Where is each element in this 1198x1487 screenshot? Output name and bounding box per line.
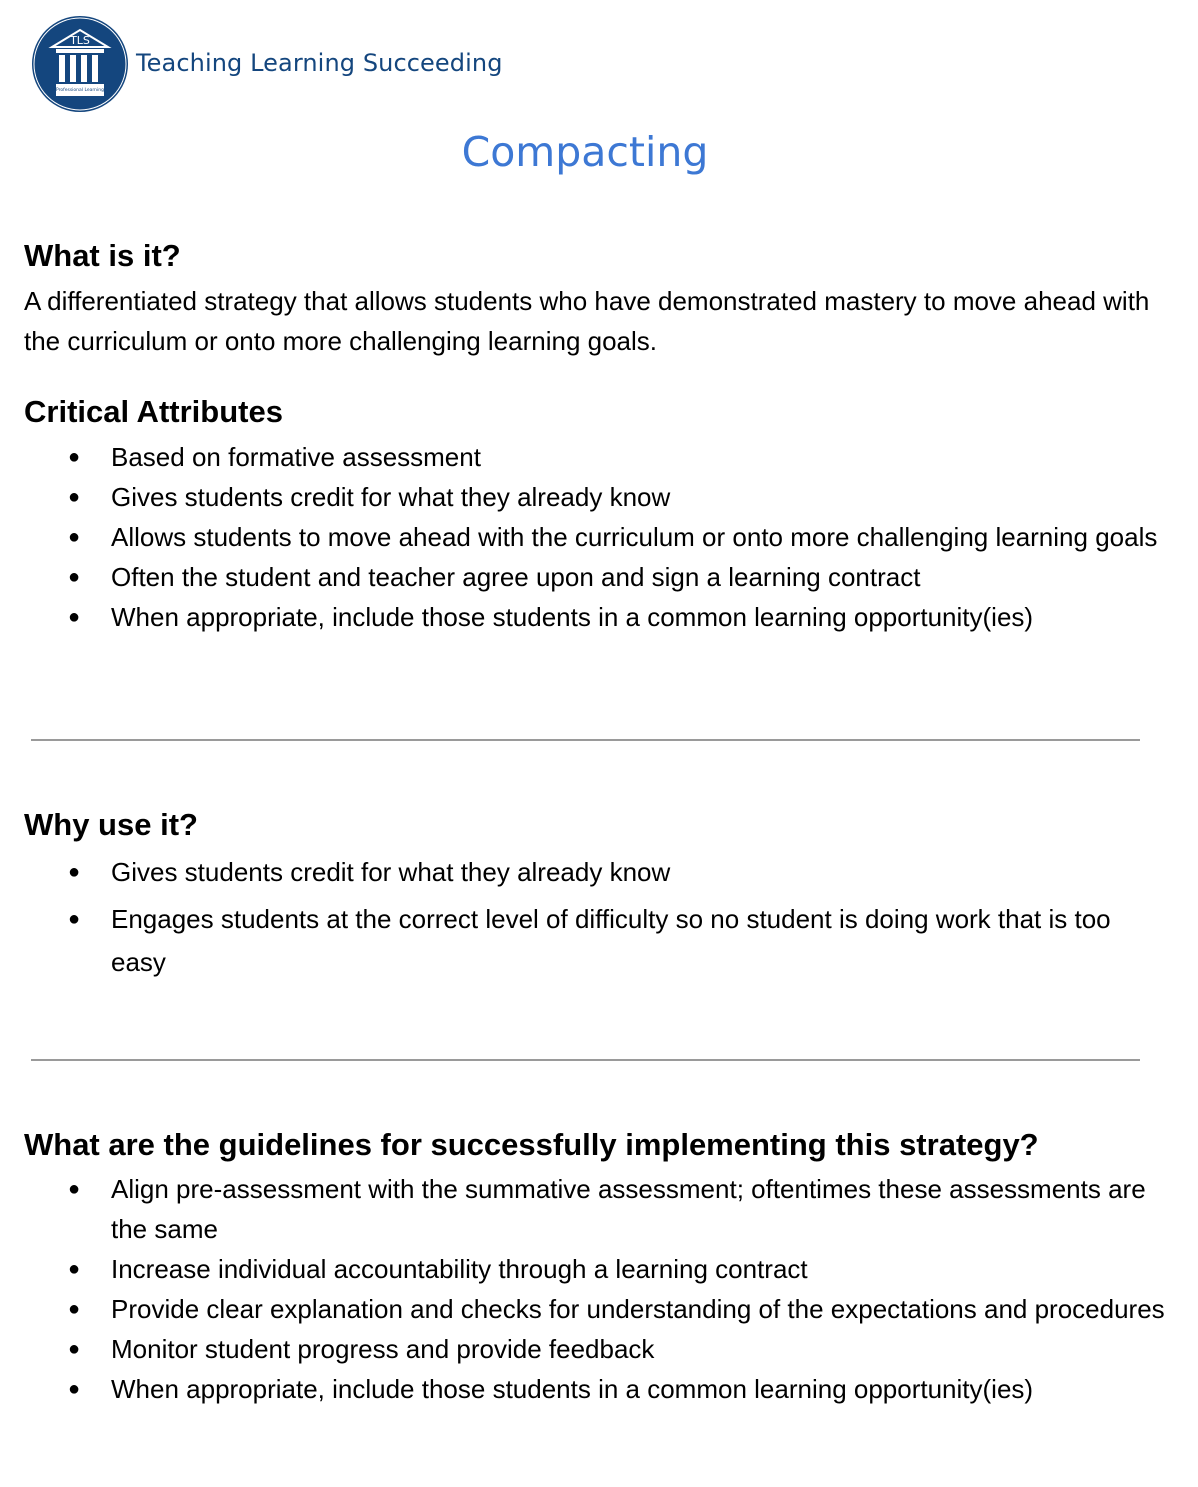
list-item-text: Based on formative assessment (111, 442, 481, 472)
critical-attributes-list (0, 437, 1170, 637)
header (30, 14, 503, 114)
why-use-it-heading: Why use it? (24, 807, 198, 842)
bullet-icon: ● (68, 1258, 81, 1280)
what-is-it-heading: What is it? (24, 238, 181, 273)
list-item-text: Align pre-assessment with the summative assessment; oftentimes these assessments are the same (111, 1174, 1146, 1244)
list-item (0, 437, 1170, 477)
list-item (0, 1329, 1170, 1369)
guidelines-list (0, 1169, 1170, 1409)
list-item (0, 557, 1170, 597)
logo-text: TLS (70, 34, 90, 47)
tls-logo (30, 14, 130, 114)
bullet-icon: ● (68, 1378, 81, 1400)
section-divider (31, 739, 1140, 741)
bullet-icon: ● (68, 526, 81, 548)
list-item-text: Gives students credit for what they already know (111, 857, 671, 887)
bullet-icon: ● (68, 446, 81, 468)
list-item-text: When appropriate, include those students in a common learning opportunity(ies) (111, 1374, 1034, 1404)
list-item (0, 1249, 1170, 1289)
section-divider (31, 1059, 1140, 1061)
list-item-text: Engages students at the correct level of difficulty so no student is doing work that is too easy (111, 904, 1111, 977)
bullet-icon: ● (68, 861, 81, 883)
list-item-text: Allows students to move ahead with the curriculum or onto more challenging learning goals (111, 522, 1158, 552)
list-item-text: Gives students credit for what they already know (111, 482, 671, 512)
bullet-icon: ● (68, 1178, 81, 1200)
bullet-icon: ● (68, 606, 81, 628)
bullet-icon: ● (68, 1338, 81, 1360)
document-title: Compacting (461, 128, 709, 176)
list-item (0, 1289, 1170, 1329)
bullet-icon: ● (68, 566, 81, 588)
list-item (0, 898, 1170, 984)
logo-subtext: Professional Learning (55, 88, 105, 93)
list-item-text: Often the student and teacher agree upon and sign a learning contract (111, 562, 921, 592)
list-item (0, 851, 1170, 894)
list-item-text: Provide clear explanation and checks for understanding of the expectations and procedures (111, 1294, 1165, 1324)
list-item-text: Increase individual accountability through a learning contract (111, 1254, 808, 1284)
list-item-text: Monitor student progress and provide feedback (111, 1334, 655, 1364)
why-use-it-list (0, 851, 1170, 988)
list-item (0, 517, 1170, 557)
what-is-it-text: A differentiated strategy that allows students who have demonstrated mastery to move ahead with the curriculum or onto more challenging learning goals. (24, 286, 1150, 356)
list-item (0, 597, 1170, 637)
list-item-text: When appropriate, include those students in a common learning opportunity(ies) (111, 602, 1034, 632)
list-item (0, 1169, 1170, 1249)
brand-name: Teaching Learning Succeeding (136, 49, 503, 77)
bullet-icon: ● (68, 486, 81, 508)
bullet-icon: ● (68, 908, 81, 930)
critical-attributes-heading: Critical Attributes (24, 394, 283, 429)
list-item (0, 477, 1170, 517)
list-item (0, 1369, 1170, 1409)
guidelines-heading: What are the guidelines for successfully implementing this strategy? (24, 1127, 1039, 1162)
bullet-icon: ● (68, 1298, 81, 1320)
